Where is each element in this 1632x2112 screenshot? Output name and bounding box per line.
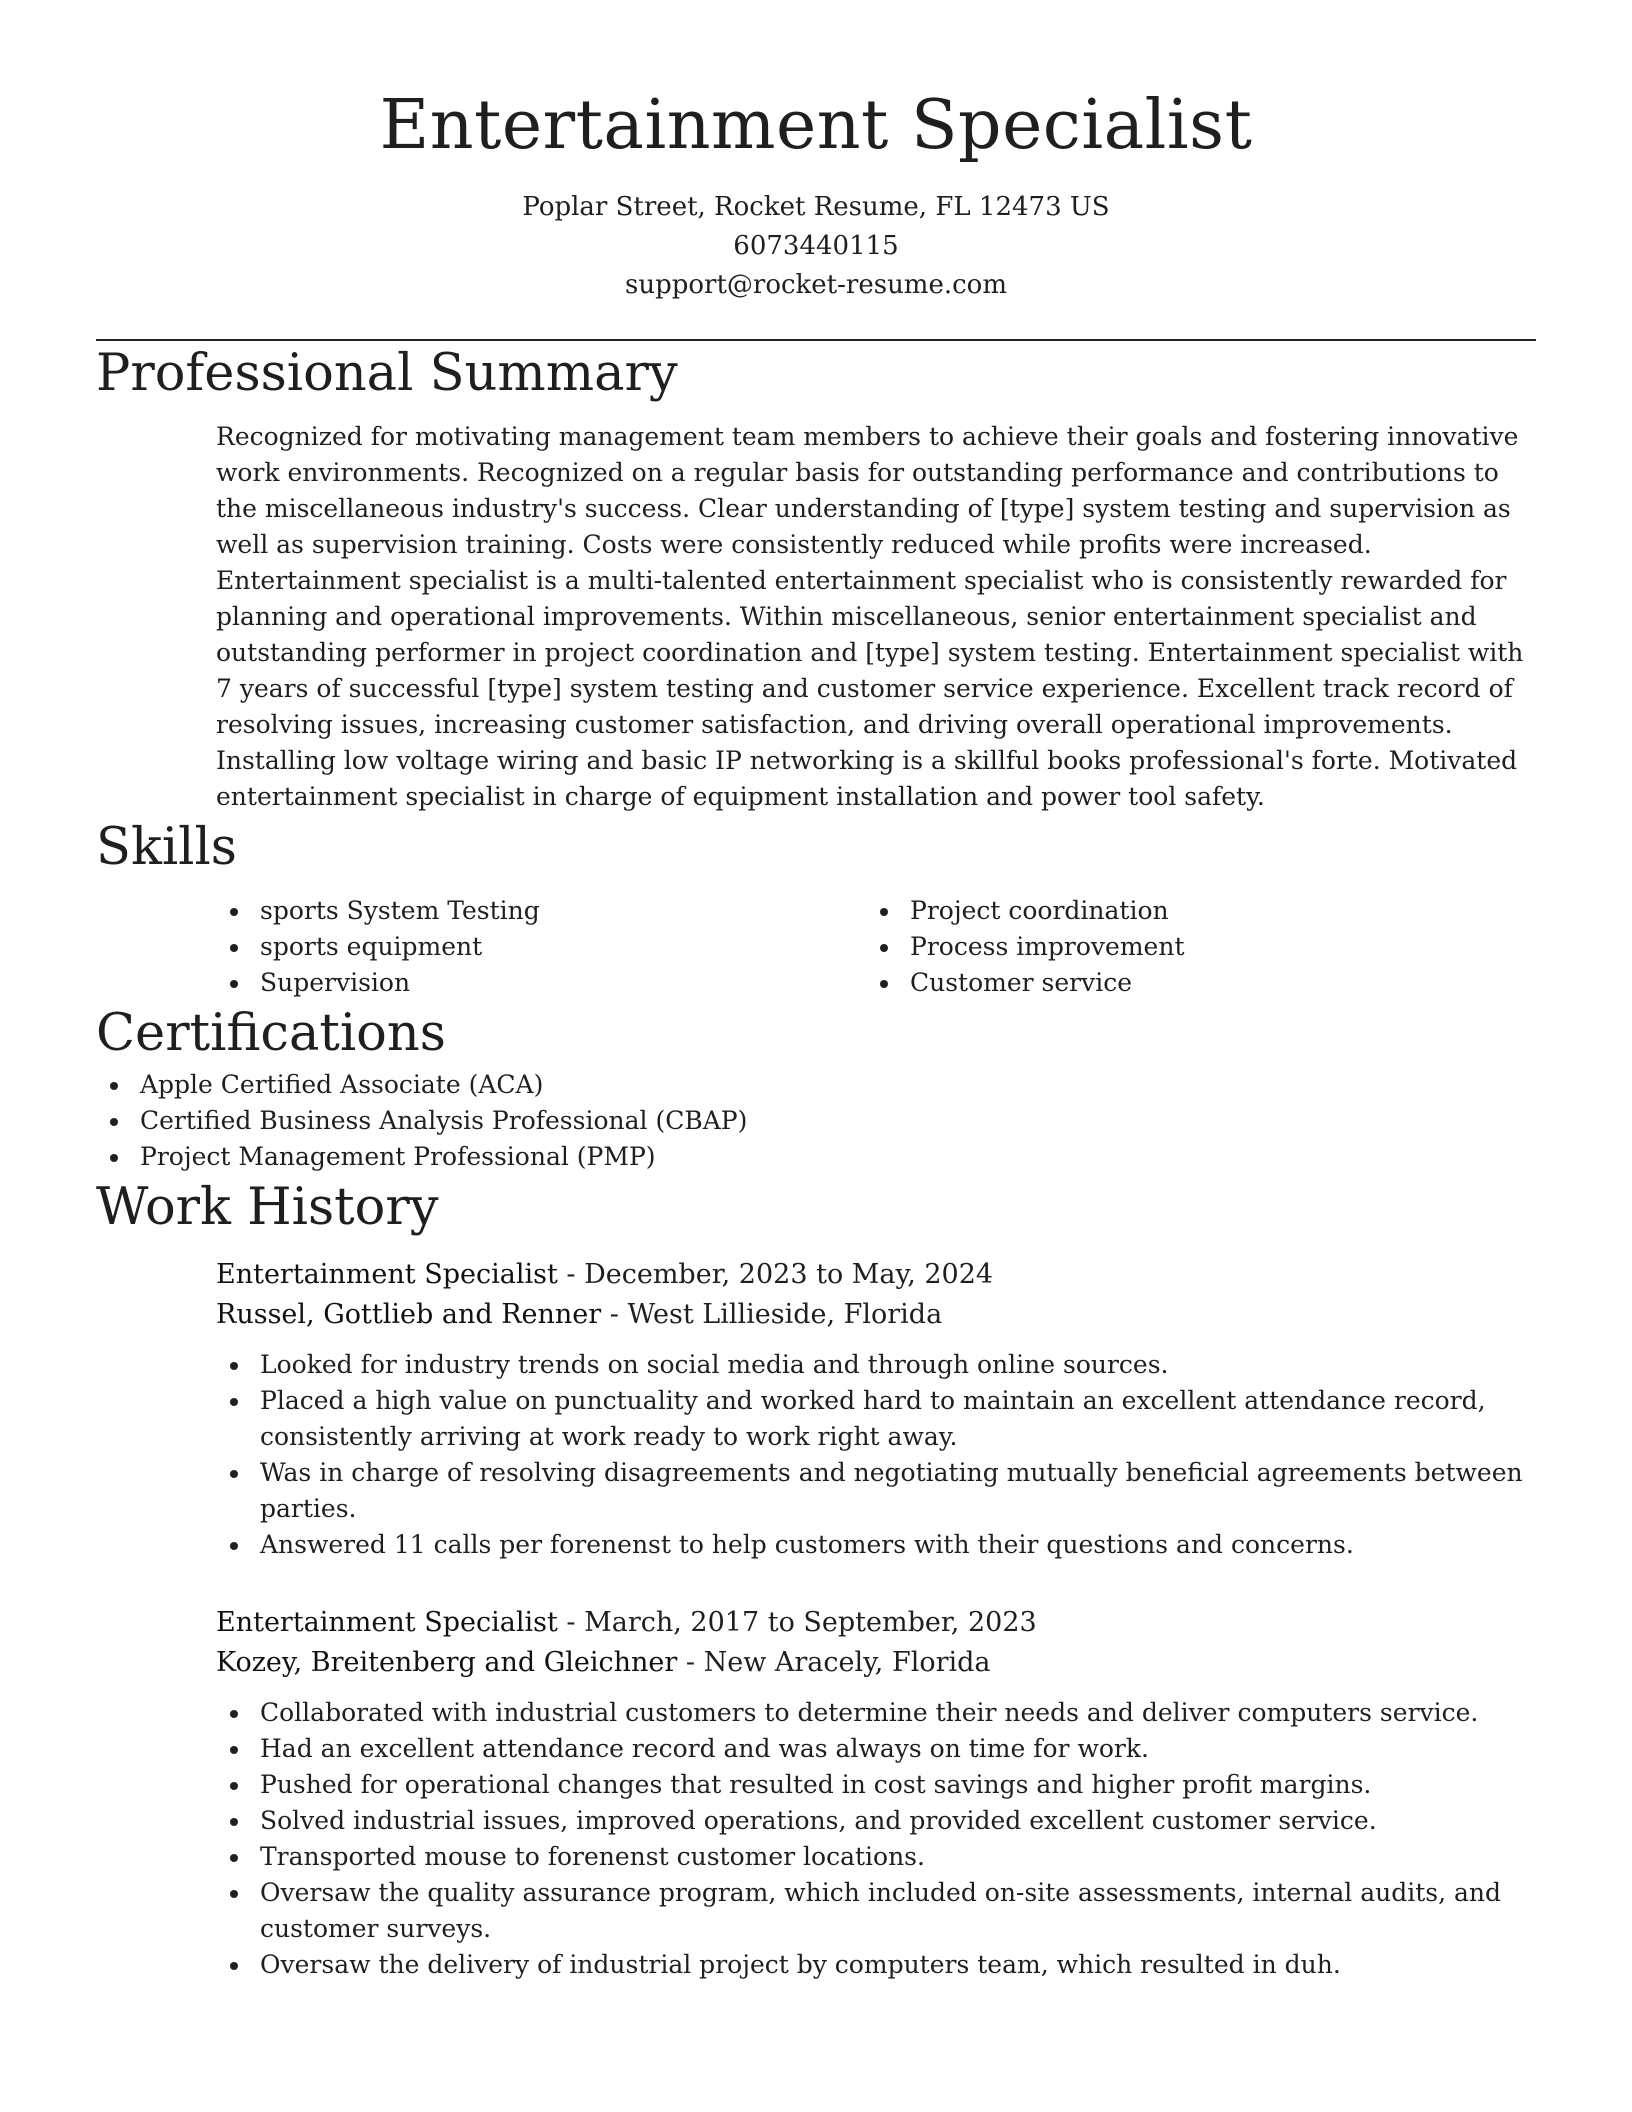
job-duty: Pushed for operational changes that resulted in cost savings and higher profit margins. xyxy=(216,1767,1536,1803)
job-role-line xyxy=(216,1255,1536,1295)
job-duty: Transported mouse to forenenst customer locations. xyxy=(216,1839,1536,1875)
skill-item: Project coordination xyxy=(866,893,1516,929)
job-role: Entertainment Specialist xyxy=(216,1259,558,1290)
resume-page xyxy=(96,0,1536,1983)
skill-item: sports equipment xyxy=(216,929,866,965)
job-location: - West Lillieside, Florida xyxy=(601,1299,943,1330)
work-history-heading: Work History xyxy=(96,1178,439,1237)
job-duty: Had an excellent attendance record and was always on time for work. xyxy=(216,1731,1536,1767)
job-duty: Answered 11 calls per forenenst to help customers with their questions and concerns. xyxy=(216,1527,1536,1563)
job-location: - New Aracely, Florida xyxy=(677,1647,991,1678)
job-role-line xyxy=(216,1603,1536,1643)
job-entry xyxy=(216,1603,1536,1983)
contact-block xyxy=(96,188,1536,305)
job-company-line xyxy=(216,1295,1536,1335)
job-company: Russel, Gottlieb and Renner xyxy=(216,1299,602,1330)
certification-item: Apple Certified Associate (ACA) xyxy=(96,1067,1536,1103)
skills-column-1 xyxy=(216,893,866,1001)
job-company-line xyxy=(216,1643,1536,1683)
resume-header xyxy=(96,0,1536,305)
skill-item: Supervision xyxy=(216,965,866,1001)
job-duty: Was in charge of resolving disagreements and negotiating mutually beneficial agreements between parties. xyxy=(216,1455,1536,1527)
address: Poplar Street, Rocket Resume, FL 12473 US xyxy=(522,192,1110,222)
job-company: Kozey, Breitenberg and Gleichner xyxy=(216,1647,678,1678)
phone: 6073440115 xyxy=(733,231,899,261)
job-duty: Oversaw the quality assurance program, which included on-site assessments, internal audits, and customer surveys. xyxy=(216,1875,1536,1947)
certifications-heading: Certifications xyxy=(96,1004,446,1063)
job-duty: Looked for industry trends on social media and through online sources. xyxy=(216,1347,1536,1383)
summary-text: Recognized for motivating management team members to achieve their goals and fostering innovative work environments. Recognized on a regular basis for outstanding performance and contributions to the miscellaneous industry's success. Clear understanding of [type] system testing and supervision as well as supervision training. Costs were consistently reduced while profits were increased. Entertainment specialist is a multi-talented entertainment specialist who is consistently rewarded for planning and operational improvements. Within miscellaneous, senior entertainment specialist and outstanding performer in project coordination and [type] system testing. Entertainment specialist with 7 years of successful [type] system testing and customer service experience. Excellent track record of resolving issues, increasing customer satisfaction, and driving overall operational improvements. Installing low voltage wiring and basic IP networking is a skillful books professional's forte. Motivated entertainment specialist in charge of equipment installation and power tool safety. xyxy=(216,422,1524,811)
job-duty: Placed a high value on punctuality and worked hard to maintain an excellent attendance record, consistently arriving at work ready to work right away. xyxy=(216,1383,1536,1455)
skill-item: Customer service xyxy=(866,965,1516,1001)
email: support@rocket-resume.com xyxy=(624,270,1007,300)
skill-item: Process improvement xyxy=(866,929,1516,965)
job-duties xyxy=(216,1695,1536,1983)
skills-list xyxy=(216,893,1536,1001)
job-duties xyxy=(216,1347,1536,1563)
job-role: Entertainment Specialist xyxy=(216,1607,558,1638)
certification-item: Certified Business Analysis Professional (CBAP) xyxy=(96,1103,1536,1139)
skill-item: sports System Testing xyxy=(216,893,866,929)
certification-item: Project Management Professional (PMP) xyxy=(96,1139,1536,1175)
job-dates: - March, 2017 to September, 2023 xyxy=(557,1607,1037,1638)
job-entry xyxy=(216,1255,1536,1563)
candidate-title: Entertainment Specialist xyxy=(379,86,1253,165)
job-duty: Oversaw the delivery of industrial project by computers team, which resulted in duh. xyxy=(216,1947,1536,1983)
skills-heading: Skills xyxy=(96,818,237,877)
job-duty: Solved industrial issues, improved operations, and provided excellent customer service. xyxy=(216,1803,1536,1839)
certifications-list xyxy=(96,1067,1536,1175)
summary-heading: Professional Summary xyxy=(96,344,678,403)
job-dates: - December, 2023 to May, 2024 xyxy=(557,1259,994,1290)
skills-column-2 xyxy=(866,893,1516,1001)
job-duty: Collaborated with industrial customers to determine their needs and deliver computers service. xyxy=(216,1695,1536,1731)
